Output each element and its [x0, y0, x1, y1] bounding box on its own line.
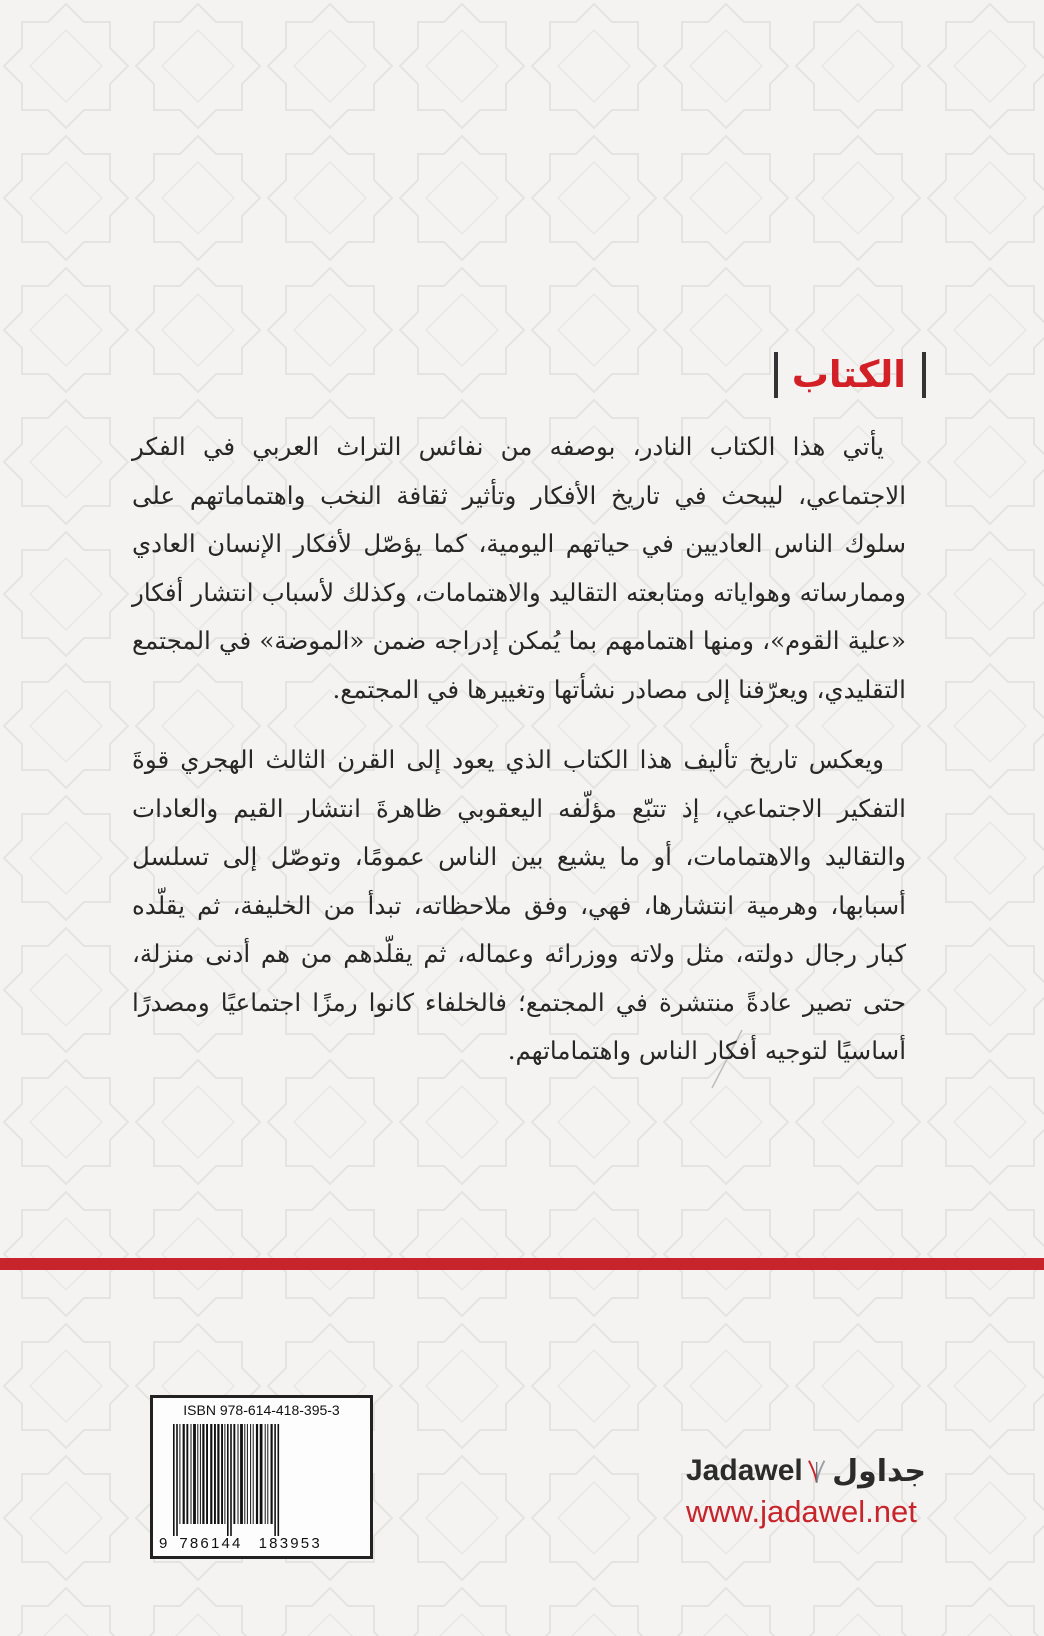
red-divider	[0, 1258, 1044, 1270]
barcode-digit-prefix: 9	[159, 1535, 168, 1552]
barcode-bar	[186, 1424, 188, 1524]
barcode-bar	[197, 1424, 198, 1524]
barcode-bar	[256, 1424, 258, 1524]
heading-bar-right	[922, 352, 926, 398]
barcode-bar	[224, 1424, 225, 1524]
section-title: الكتاب	[791, 353, 906, 396]
barcode-bar	[278, 1424, 280, 1536]
barcode-bar	[191, 1424, 192, 1524]
book-description	[132, 423, 906, 1076]
publisher-leaf-icon	[807, 1451, 826, 1491]
section-heading	[774, 348, 926, 402]
barcode-bar	[250, 1424, 251, 1524]
publisher-website: www.jadawel.net	[686, 1494, 917, 1529]
barcode-bar	[183, 1424, 185, 1524]
publisher-name-latin: Jadawel	[686, 1454, 803, 1487]
barcode-bar	[202, 1424, 204, 1524]
barcode-bar	[193, 1424, 196, 1524]
barcode-bar	[274, 1424, 276, 1536]
barcode-bar	[247, 1424, 248, 1524]
barcode-digits	[159, 1535, 322, 1552]
barcode-bar	[210, 1424, 212, 1524]
barcode-bar	[179, 1424, 180, 1524]
barcode-bar	[265, 1424, 266, 1524]
barcode-bar	[233, 1424, 235, 1524]
barcode-bar	[227, 1424, 229, 1536]
barcode-bar	[221, 1424, 223, 1524]
barcode-bar	[260, 1424, 263, 1524]
barcode-bar	[253, 1424, 254, 1524]
barcode-bar	[240, 1424, 243, 1524]
barcode-bar	[176, 1424, 178, 1536]
barcode-digit-group-right: 183953	[258, 1535, 322, 1552]
isbn-barcode	[150, 1395, 373, 1559]
barcode-bar	[200, 1424, 201, 1524]
barcode-bar	[244, 1424, 245, 1524]
isbn-label: ISBN 978-614-418-395-3	[183, 1402, 340, 1418]
barcode-bar	[267, 1424, 268, 1524]
heading-bar-left	[774, 352, 778, 398]
barcode-bar	[230, 1424, 232, 1536]
barcode-bar	[217, 1424, 219, 1524]
barcode-bar	[214, 1424, 216, 1524]
publisher-name-arabic: جداول	[832, 1453, 926, 1489]
barcode-bar	[271, 1424, 273, 1524]
publisher-logo	[686, 1448, 926, 1538]
barcode-bar	[206, 1424, 208, 1524]
paragraph-2: ويعكس تاريخ تأليف هذا الكتاب الذي يعود إلى القرن الثالث الهجري قوةَ التفكير الاجتماعي، إذ تتبّع مؤلّفه اليعقوبي ظاهرةَ انتشار القيم والعادات والتقاليد والاهتمامات، أو ما يشيع بين الناس عمومًا، وتوصّل إلى تسلسل أسبابها، وهرمية انتشارها، فهي، وفق ملاحظاته، تبدأ من الخليفة، ثم يقلّده كبار رجال دولته، مثل ولاته ووزرائه وعماله، ثم يقلّدهم من هم أدنى منزلة، حتى تصير عادةً منتشرة في المجتمع؛ فالخلفاء كانوا رمزًا اجتماعيًا ومصدرًا أساسيًا لتوجيه أفكار الناس واهتماماتهم.	[132, 745, 906, 1065]
barcode-bar	[238, 1424, 239, 1524]
barcode-bar	[173, 1424, 175, 1536]
barcode-digit-group-left: 786144	[179, 1535, 243, 1552]
paragraph-1: يأتي هذا الكتاب النادر، بوصفه من نفائس التراث العربي في الفكر الاجتماعي، ليبحث في تاريخ الأفكار وتأثير ثقافة النخب واهتماماتهم على سلوك الناس العاديين في حياتهم اليومية، كما يؤصّل لأفكار الإنسان العادي وممارساته وهواياته ومتابعته التقاليد والاهتمامات، وكذلك لأسباب انتشار أفكار «علية القوم»، ومنها اهتمامهم بما يُمكن إدراجه ضمن «الموضة» في المجتمع التقليدي، ويعرّفنا إلى مصادر نشأتها وتغييرها في المجتمع.	[132, 432, 906, 704]
barcode-bars	[153, 1398, 370, 1556]
